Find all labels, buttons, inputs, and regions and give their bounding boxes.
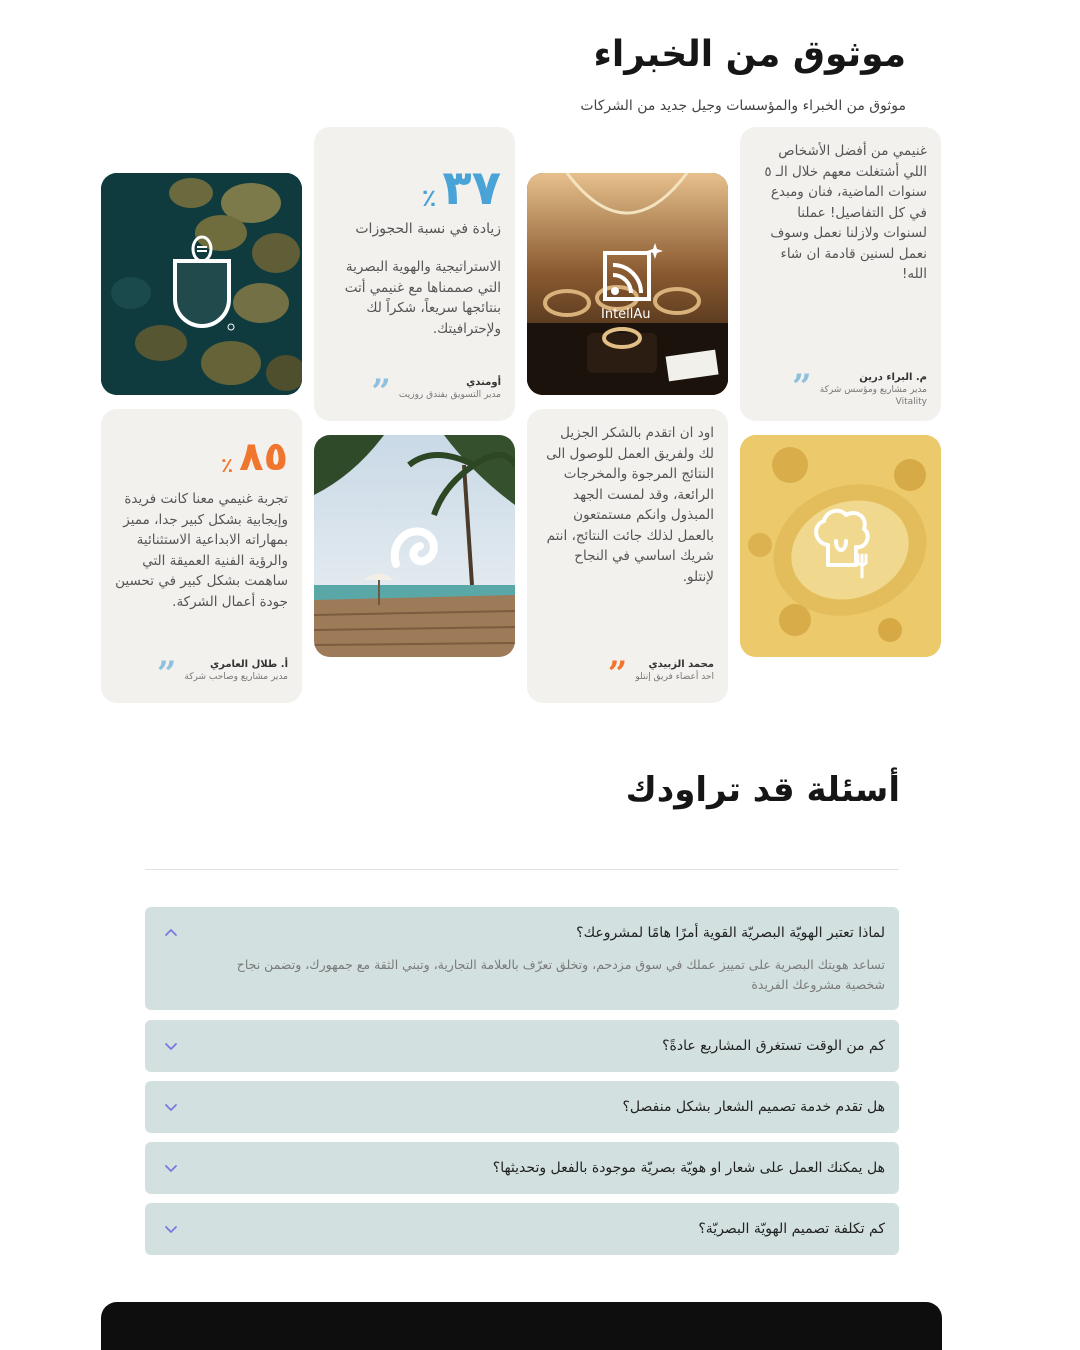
testimonial-card-omandi	[314, 127, 515, 421]
food-project-image	[740, 435, 941, 657]
author-role: مدير مشاريع وصاحب شركة	[184, 672, 288, 682]
cardamom-project-image	[101, 173, 302, 395]
author-name: أومندي	[466, 377, 501, 388]
stat-number: ٨٥	[239, 434, 288, 480]
testimonial-author	[328, 372, 501, 412]
chevron-down-icon[interactable]	[163, 1160, 179, 1176]
testimonial-text: الاستراتيجية والهوية البصرية التي صممناها مع غنيمي أتت بنتائجها سريعاً، شكراً لك ولإحترافيتك.	[344, 259, 501, 337]
faq-question[interactable]: هل تقدم خدمة تصميم الشعار بشكل منفصل؟	[622, 1099, 885, 1115]
faq-answer: تساعد هويتك البصرية على تمييز عملك في سوق مزدحم، وتخلق تعرّف بالعلامة التجارية، وتبني الثقة مع جمهورك، وتضمن نجاح شخصية مشروعك الفريدة	[236, 957, 885, 992]
testimonial-card-talal	[101, 409, 302, 703]
testimonial-text: اود ان اتقدم بالشكر الجزيل لك ولفريق العمل للوصول الى النتائج المرجوة والمخرجات الرائعة، وقد لمست الجهد المبذول وانكم مستمتعون بالعمل لذلك جائت النتائج، انتم شريك اساسي في النجاح لإنتلو.	[546, 425, 714, 585]
author-role: مدير التسويق بفندق روزيت	[398, 390, 501, 400]
author-name: محمد الزبيدي	[648, 659, 714, 670]
footer-section	[101, 1302, 942, 1350]
faq-item[interactable]	[145, 1142, 899, 1194]
testimonial-card-vitality	[740, 127, 941, 421]
author-role: مدير مشاريع ومؤسس شركة	[819, 385, 927, 395]
faq-title: أسئلة قد تراودك	[625, 770, 900, 810]
author-name: أ. طلال العامري	[209, 659, 288, 670]
section-title: موثوق من الخبراء	[593, 34, 906, 75]
chevron-down-icon[interactable]	[163, 1038, 179, 1054]
faq-divider	[145, 869, 899, 870]
quote-mark-icon: ”	[371, 372, 391, 412]
testimonial-author	[754, 367, 927, 407]
section-subtitle: موثوق من الخبراء والمؤسسات وجيل جديد من الشركات	[580, 98, 906, 114]
author-role: احد أعضاء فريق إنتلو	[635, 672, 714, 682]
stat-number: ٣٧	[442, 160, 501, 216]
jewelry-project-image	[527, 173, 728, 395]
resort-project-image	[314, 435, 515, 657]
author-name: م. البراء درين	[859, 372, 927, 383]
author-company: Vitality	[895, 397, 927, 407]
intellau-logo-text: IntellAu	[601, 307, 651, 322]
stat-label: زيادة في نسبة الحجوزات	[355, 221, 501, 237]
stat-value	[115, 435, 288, 479]
testimonial-author	[115, 654, 288, 694]
omandi-logo-icon	[386, 520, 446, 580]
faq-question[interactable]: كم تكلفة تصميم الهويّة البصريّة؟	[698, 1221, 885, 1237]
chevron-down-icon[interactable]	[163, 1099, 179, 1115]
stat-value	[328, 161, 501, 215]
testimonial-author	[541, 654, 714, 694]
quote-mark-icon: ”	[792, 367, 812, 407]
faq-question[interactable]: هل يمكنك العمل على شعار او هويّة بصريّة موجودة بالفعل وتحديثها؟	[492, 1160, 885, 1176]
faq-item[interactable]	[145, 1203, 899, 1255]
testimonial-card-intellau	[527, 409, 728, 703]
testimonial-text: تجربة غنيمي معنا كانت فريدة وإيجابية بشكل كبير جدا، مميز بمهاراته الابداعية الاستثنائية والرؤية الفنية العميقة التي ساهمت بشكل كبير في تحسين جودة أعمال الشركة.	[115, 491, 288, 610]
quote-mark-icon: ”	[156, 654, 177, 694]
testimonial-text: غنيمي من أفضل الأشخاص اللي أشتغلت معهم خلال الـ ٥ سنوات الماضية، فنان ومبدع في كل التفاصيل! عملنا لسنوات ولازلنا نعمل وسوف نعمل لسنين قادمة ان شاء الله!	[764, 143, 927, 282]
faq-item[interactable]	[145, 907, 899, 1010]
faq-question[interactable]: لماذا تعتبر الهويّة البصريّة القوية أمرًا هامًا لمشروعك؟	[576, 925, 885, 941]
chevron-up-icon[interactable]	[163, 925, 179, 941]
stat-unit: ٪	[220, 453, 234, 477]
quote-mark-icon: ”	[607, 654, 628, 694]
faq-item[interactable]	[145, 1081, 899, 1133]
chef-logo-icon	[806, 505, 876, 585]
faq-question[interactable]: كم من الوقت تستغرق المشاريع عادةً؟	[662, 1038, 885, 1054]
shield-logo-icon	[167, 235, 237, 335]
chevron-down-icon[interactable]	[163, 1221, 179, 1237]
faq-item[interactable]	[145, 1020, 899, 1072]
stat-unit: ٪	[421, 184, 437, 212]
